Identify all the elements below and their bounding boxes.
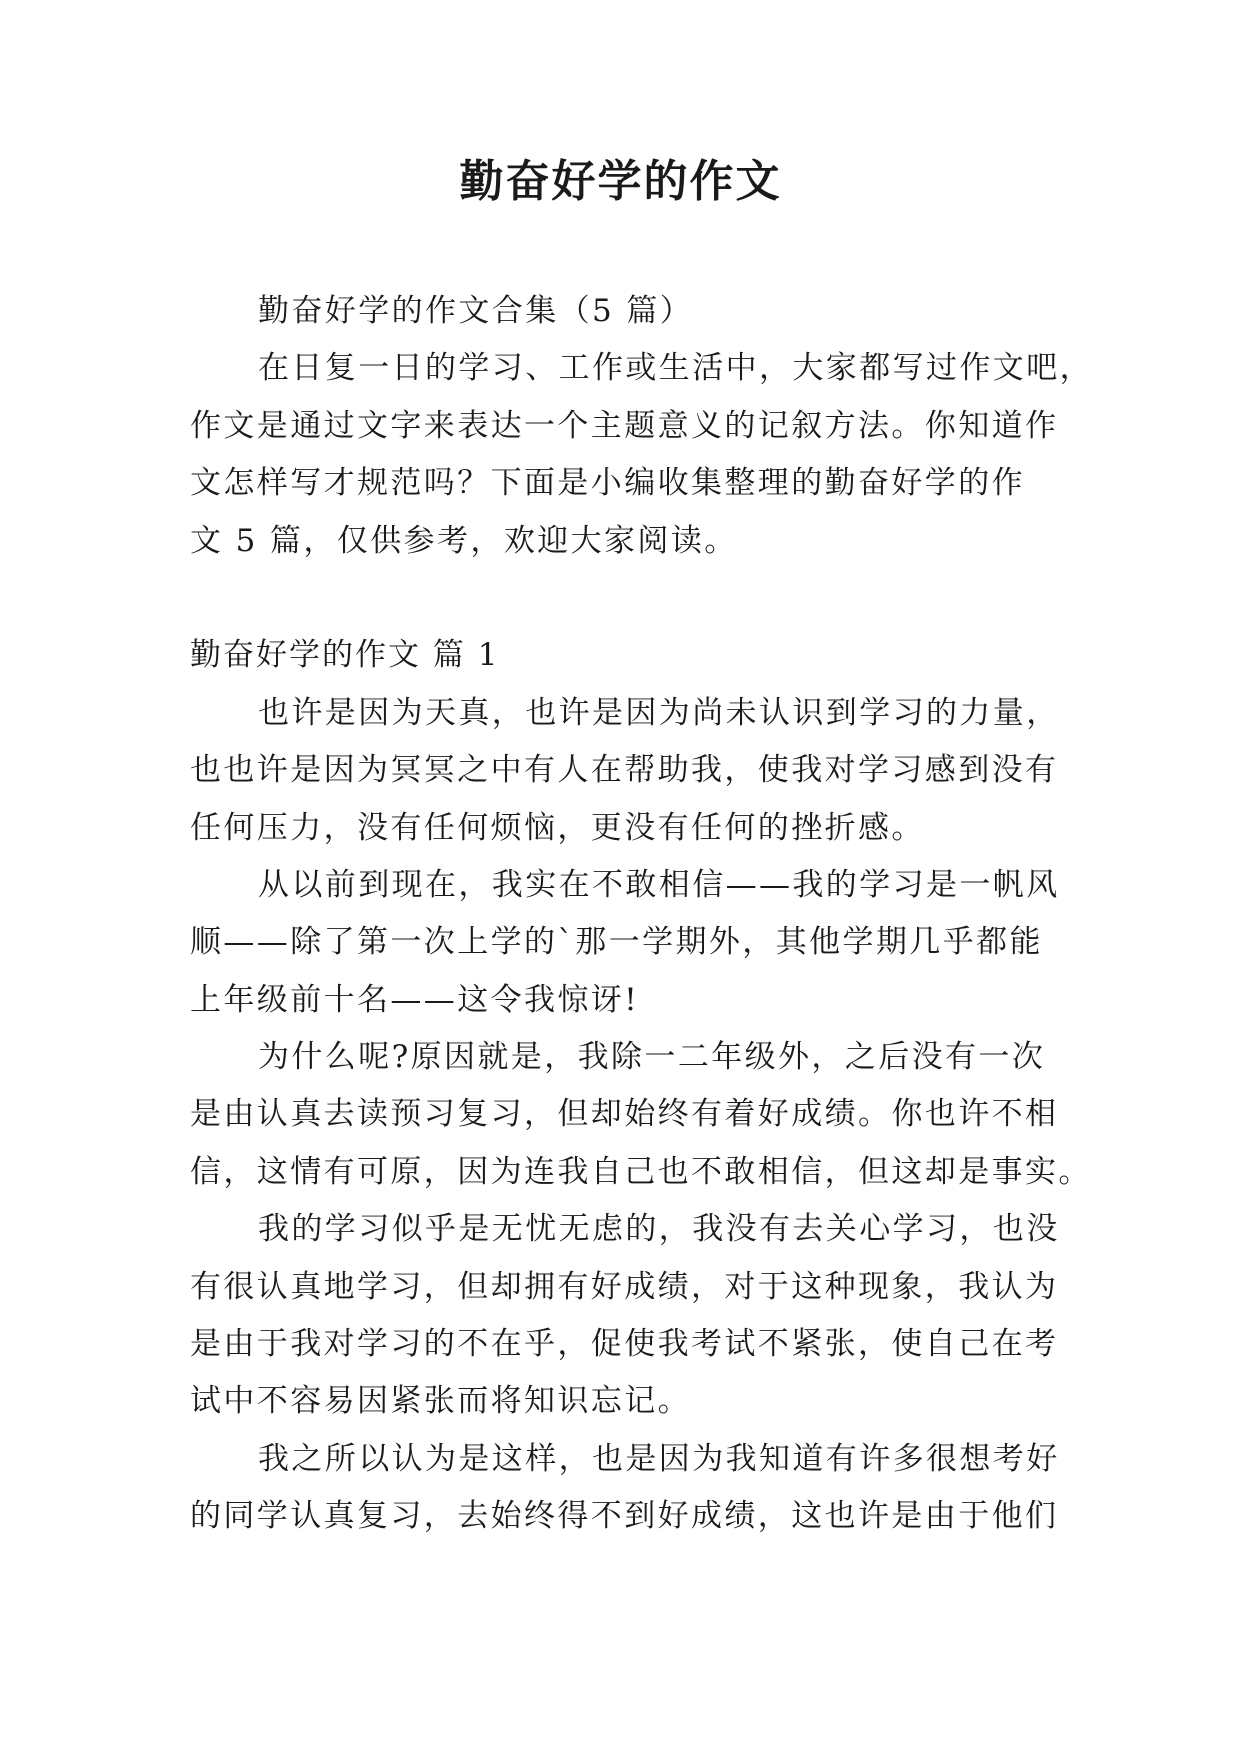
paragraph-line: 任何压力，没有任何烦恼，更没有任何的挫折感。 bbox=[190, 809, 925, 846]
paragraph-line: 我的学习似乎是无忧无虑的，我没有去关心学习，也没 bbox=[258, 1211, 1060, 1248]
document-title: 勤奋好学的作文 bbox=[459, 156, 782, 207]
paragraph-line: 也也许是因为冥冥之中有人在帮助我，使我对学习感到没有 bbox=[190, 752, 1059, 789]
paragraph-line: 是由于我对学习的不在乎，促使我考试不紧张，使自己在考 bbox=[190, 1326, 1059, 1363]
paragraph-line: 从以前到现在，我实在不敢相信——我的学习是一帆风 bbox=[258, 866, 1060, 903]
blank-line bbox=[190, 570, 1060, 627]
paragraph-line: 试中不容易因紧张而将知识忘记。 bbox=[190, 1383, 691, 1420]
paragraph-line: 为什么呢?原因就是，我除一二年级外，之后没有一次 bbox=[258, 1039, 1046, 1076]
paragraph-line: 文 5 篇，仅供参考，欢迎大家阅读。 bbox=[190, 522, 738, 559]
paragraph-line: 信，这情有可原，因为连我自己也不敢相信，但这却是事实。 bbox=[190, 1153, 1092, 1190]
paragraph-line: 是由认真去读预习复习，但却始终有着好成绩。你也许不相 bbox=[190, 1096, 1059, 1133]
paragraph-line: 也许是因为天真，也许是因为尚未认识到学习的力量， bbox=[258, 694, 1060, 731]
paragraph-line: 文怎样写才规范吗？下面是小编收集整理的勤奋好学的作 bbox=[190, 465, 1025, 502]
paragraph-line: 有很认真地学习，但却拥有好成绩，对于这种现象，我认为 bbox=[190, 1268, 1059, 1305]
intro-heading: 勤奋好学的作文合集（5 篇） bbox=[258, 293, 694, 329]
paragraph-line: 我之所以认为是这样，也是因为我知道有许多很想考好 bbox=[258, 1440, 1060, 1477]
paragraph-line: 顺——除了第一次上学的`那一学期外，其他学期几乎都能 bbox=[190, 924, 1043, 961]
paragraph-line: 的同学认真复习，去始终得不到好成绩，这也许是由于他们 bbox=[190, 1498, 1059, 1535]
section-heading: 勤奋好学的作文 篇 1 bbox=[190, 637, 500, 674]
paragraph-line: 上年级前十名——这令我惊讶! bbox=[190, 981, 640, 1018]
paragraph-line: 在日复一日的学习、工作或生活中，大家都写过作文吧， bbox=[258, 350, 1093, 387]
paragraph-line: 作文是通过文字来表达一个主题意义的记叙方法。你知道作 bbox=[190, 407, 1059, 444]
document-body bbox=[190, 283, 1093, 1546]
